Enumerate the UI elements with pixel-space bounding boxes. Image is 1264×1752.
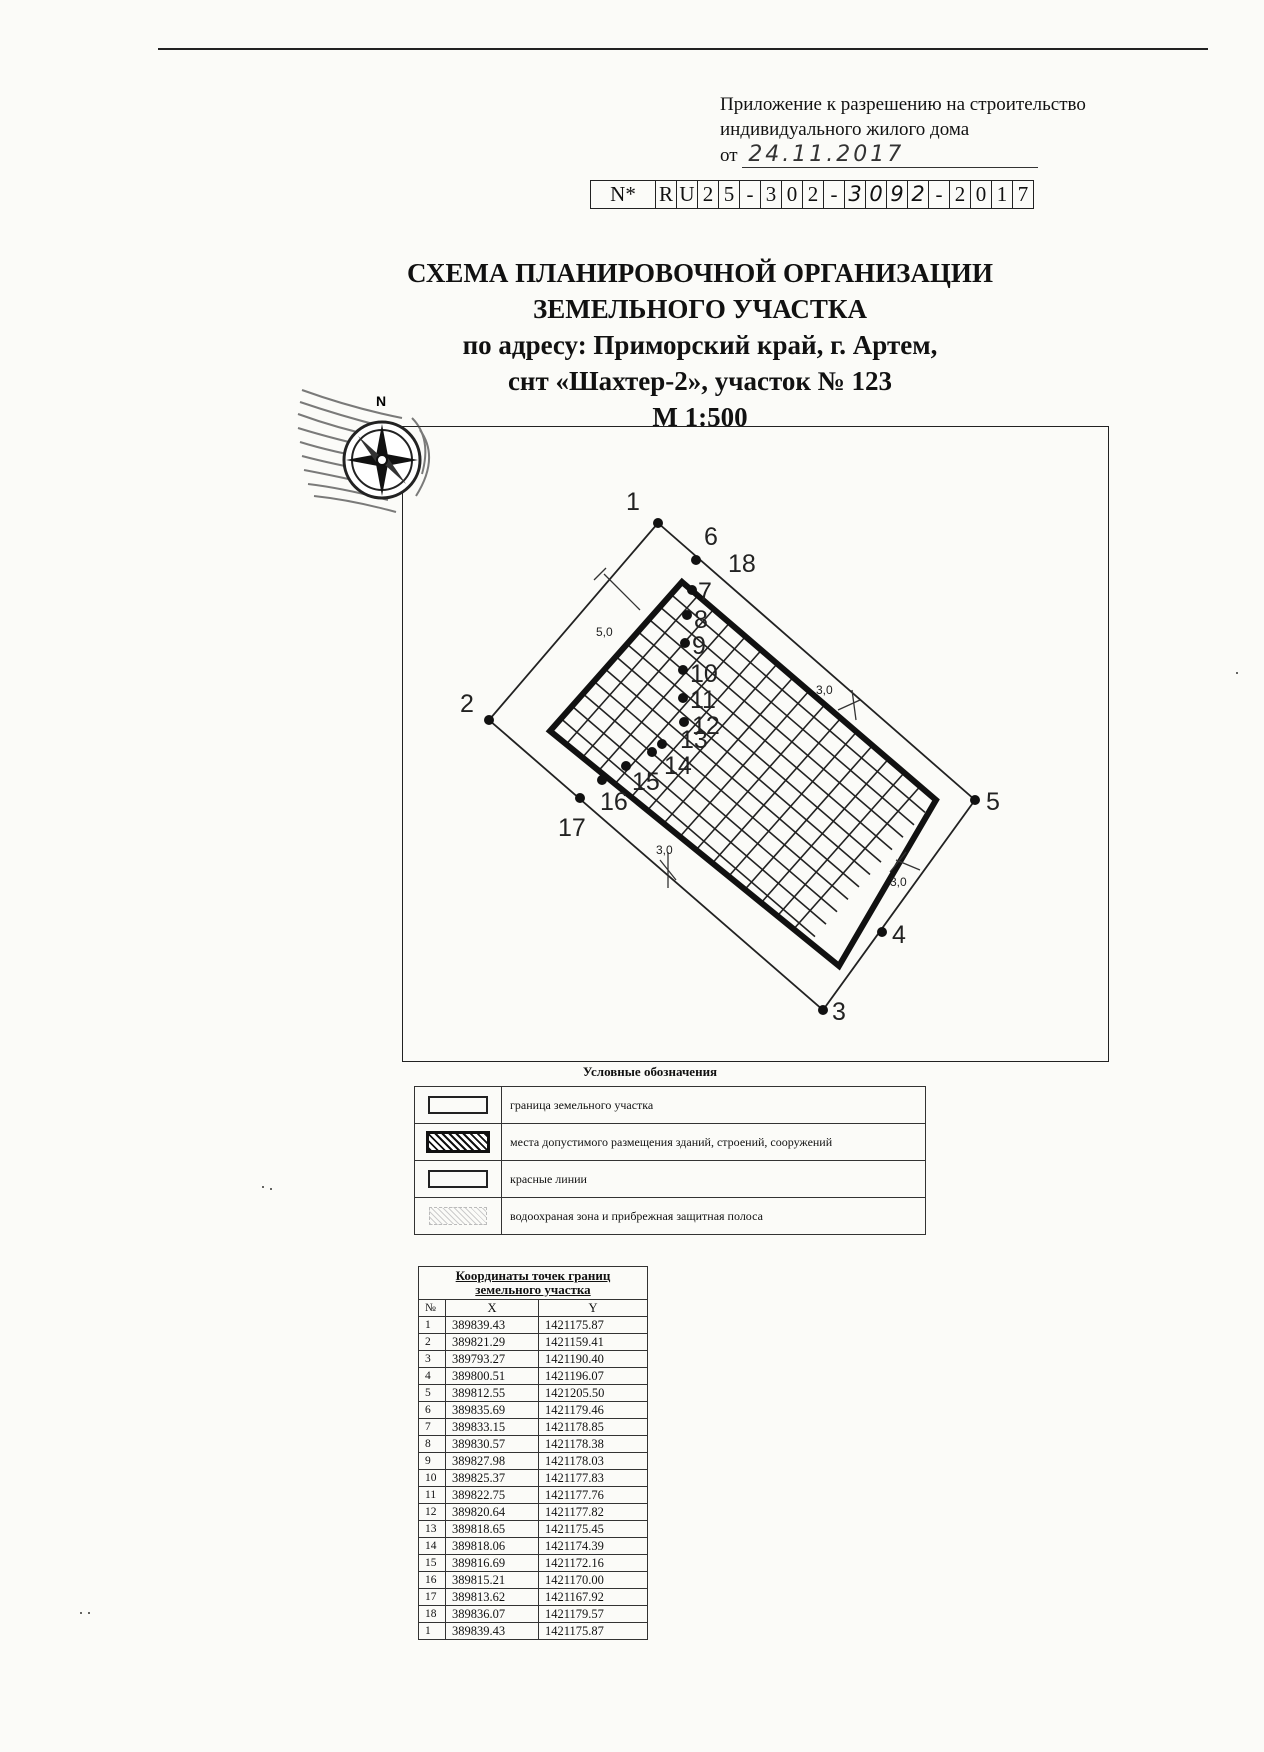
point-number-cell: 11	[419, 1487, 446, 1504]
point-label: 12	[692, 712, 720, 740]
column-header-number: №	[419, 1300, 446, 1317]
x-coordinate-cell: 389818.65	[446, 1521, 539, 1538]
legend-row	[415, 1198, 926, 1235]
y-coordinate-cell: 1421205.50	[539, 1385, 648, 1402]
point-number-cell: 18	[419, 1606, 446, 1623]
table-row	[419, 1504, 648, 1521]
scan-speck	[1236, 672, 1238, 674]
point-label: 9	[692, 632, 706, 660]
permit-cell: 3	[760, 181, 781, 208]
point-number-cell: 7	[419, 1419, 446, 1436]
y-coordinate-cell: 1421175.87	[539, 1317, 648, 1334]
point-number-cell: 6	[419, 1402, 446, 1419]
point-label: 11	[690, 686, 716, 714]
table-row	[419, 1623, 648, 1640]
point-number-cell: 1	[419, 1317, 446, 1334]
point-number-cell: 14	[419, 1538, 446, 1555]
buildable-zone-symbol	[426, 1131, 490, 1153]
title-line-2: ЗЕМЕЛЬНОГО УЧАСТКА	[533, 294, 867, 324]
table-row	[419, 1317, 648, 1334]
permit-cell: U	[676, 181, 697, 208]
dimension-label: 5,0	[596, 625, 613, 639]
point-label: 10	[690, 660, 718, 688]
y-coordinate-cell: 1421170.00	[539, 1572, 648, 1589]
scan-speck	[80, 1612, 82, 1614]
x-coordinate-cell: 389835.69	[446, 1402, 539, 1419]
table-row	[419, 1589, 648, 1606]
y-coordinate-cell: 1421179.57	[539, 1606, 648, 1623]
coordinates-caption-line-1: Координаты точек границ	[455, 1268, 611, 1283]
legend-title: Условные обозначения	[582, 1064, 718, 1079]
y-coordinate-cell: 1421178.03	[539, 1453, 648, 1470]
legend-row	[415, 1087, 926, 1124]
legend-text: красные линии	[502, 1161, 926, 1198]
permit-cell: -	[928, 181, 949, 208]
x-coordinate-cell: 389812.55	[446, 1385, 539, 1402]
appendix-line-1: Приложение к разрешению на строительство	[720, 94, 1086, 115]
point-label: 17	[558, 814, 586, 842]
dimension-label: 3,0	[816, 683, 833, 697]
permit-cell: 7	[1012, 181, 1033, 208]
water-protection-symbol	[429, 1207, 487, 1225]
parcel-boundary-symbol	[428, 1096, 488, 1114]
point-number-cell: 3	[419, 1351, 446, 1368]
x-coordinate-cell: 389815.21	[446, 1572, 539, 1589]
coordinates-caption-line-2: земельного участка	[475, 1282, 591, 1297]
point-label: 13	[680, 726, 708, 754]
y-coordinate-cell: 1421177.82	[539, 1504, 648, 1521]
table-row	[419, 1453, 648, 1470]
table-row	[419, 1351, 648, 1368]
x-coordinate-cell: 389813.62	[446, 1589, 539, 1606]
x-coordinate-cell: 389836.07	[446, 1606, 539, 1623]
x-coordinate-cell: 389820.64	[446, 1504, 539, 1521]
point-number-cell: 13	[419, 1521, 446, 1538]
point-number-cell: 15	[419, 1555, 446, 1572]
column-header-x: X	[446, 1300, 539, 1317]
permit-cell: 0	[781, 181, 802, 208]
x-coordinate-cell: 389839.43	[446, 1623, 539, 1640]
x-coordinate-cell: 389816.69	[446, 1555, 539, 1572]
point-number-cell: 4	[419, 1368, 446, 1385]
point-label: 4	[892, 921, 906, 949]
point-number-cell: 17	[419, 1589, 446, 1606]
point-number-cell: 16	[419, 1572, 446, 1589]
y-coordinate-cell: 1421178.85	[539, 1419, 648, 1436]
permit-cell: 2	[907, 181, 928, 208]
permit-cell: 1	[991, 181, 1012, 208]
table-row	[419, 1334, 648, 1351]
permit-cell: 0	[865, 181, 886, 208]
y-coordinate-cell: 1421196.07	[539, 1368, 648, 1385]
title-line-5: М 1:500	[652, 402, 748, 432]
appendix-line-2: индивидуального жилого дома	[720, 119, 970, 140]
scan-speck	[88, 1612, 90, 1614]
x-coordinate-cell: 389822.75	[446, 1487, 539, 1504]
x-coordinate-cell: 389830.57	[446, 1436, 539, 1453]
point-label: 1	[626, 488, 640, 516]
permit-cell: R	[655, 181, 676, 208]
permit-cell: 3	[844, 181, 865, 208]
point-label: 16	[600, 788, 628, 816]
y-coordinate-cell: 1421177.83	[539, 1470, 648, 1487]
y-coordinate-cell: 1421179.46	[539, 1402, 648, 1419]
x-coordinate-cell: 389827.98	[446, 1453, 539, 1470]
table-row	[419, 1521, 648, 1538]
permit-cell: -	[739, 181, 760, 208]
point-label: 6	[704, 523, 718, 551]
table-row	[419, 1402, 648, 1419]
compass-north-label: N	[376, 393, 387, 409]
column-header-y: Y	[539, 1300, 648, 1317]
y-coordinate-cell: 1421172.16	[539, 1555, 648, 1572]
table-row	[419, 1385, 648, 1402]
y-coordinate-cell: 1421175.87	[539, 1623, 648, 1640]
scan-speck	[270, 1188, 272, 1190]
point-label: 7	[698, 578, 712, 606]
permit-cell: -	[823, 181, 844, 208]
coordinates-table	[418, 1266, 648, 1640]
y-coordinate-cell: 1421159.41	[539, 1334, 648, 1351]
legend-row	[415, 1161, 926, 1198]
permit-cell: 0	[970, 181, 991, 208]
point-label: 8	[694, 606, 708, 634]
scan-speck	[262, 1186, 264, 1188]
y-coordinate-cell: 1421174.39	[539, 1538, 648, 1555]
y-coordinate-cell: 1421178.38	[539, 1436, 648, 1453]
point-number-cell: 12	[419, 1504, 446, 1521]
title-line-1: СХЕМА ПЛАНИРОВОЧНОЙ ОРГАНИЗАЦИИ	[407, 258, 993, 288]
table-row	[419, 1470, 648, 1487]
title-line-4: снт «Шахтер-2», участок № 123	[507, 366, 893, 396]
x-coordinate-cell: 389839.43	[446, 1317, 539, 1334]
table-row	[419, 1487, 648, 1504]
x-coordinate-cell: 389825.37	[446, 1470, 539, 1487]
point-label: 18	[728, 550, 756, 578]
point-label: 3	[832, 998, 846, 1026]
point-number-cell: 1	[419, 1623, 446, 1640]
legend-text: водоохраная зона и прибрежная защитная полоса	[502, 1198, 926, 1235]
y-coordinate-cell: 1421190.40	[539, 1351, 648, 1368]
point-label: 14	[664, 752, 692, 780]
point-label: 15	[632, 768, 660, 796]
legend-text: места допустимого размещения зданий, строений, сооружений	[502, 1124, 926, 1161]
permit-cell: 2	[697, 181, 718, 208]
legend-text: граница земельного участка	[502, 1087, 926, 1124]
table-row	[419, 1606, 648, 1623]
permit-cell: N*	[610, 182, 636, 206]
point-number-cell: 8	[419, 1436, 446, 1453]
coordinates-caption	[419, 1267, 648, 1300]
x-coordinate-cell: 389800.51	[446, 1368, 539, 1385]
point-number-cell: 2	[419, 1334, 446, 1351]
title-line-3: по адресу: Приморский край, г. Артем,	[462, 330, 938, 360]
appendix-date-prefix: от	[720, 145, 738, 166]
appendix-date: 24.11.2017	[742, 142, 1038, 168]
dimension-label: 3,0	[656, 843, 673, 857]
x-coordinate-cell: 389833.15	[446, 1419, 539, 1436]
point-label: 2	[460, 690, 474, 718]
table-row	[419, 1538, 648, 1555]
permit-cell: 5	[718, 181, 739, 208]
point-label: 5	[986, 788, 1000, 816]
y-coordinate-cell: 1421175.45	[539, 1521, 648, 1538]
red-lines-symbol	[428, 1170, 488, 1188]
legend-table	[414, 1086, 926, 1235]
permit-cell: 2	[802, 181, 823, 208]
x-coordinate-cell: 389821.29	[446, 1334, 539, 1351]
dimension-label: 3,0	[890, 875, 907, 889]
table-row	[419, 1555, 648, 1572]
table-row	[419, 1368, 648, 1385]
permit-cell: 2	[949, 181, 970, 208]
y-coordinate-cell: 1421167.92	[539, 1589, 648, 1606]
table-row	[419, 1419, 648, 1436]
y-coordinate-cell: 1421177.76	[539, 1487, 648, 1504]
table-row	[419, 1572, 648, 1589]
point-number-cell: 9	[419, 1453, 446, 1470]
x-coordinate-cell: 389818.06	[446, 1538, 539, 1555]
permit-cell: 9	[886, 181, 907, 208]
point-number-cell: 10	[419, 1470, 446, 1487]
legend-row	[415, 1124, 926, 1161]
x-coordinate-cell: 389793.27	[446, 1351, 539, 1368]
point-number-cell: 5	[419, 1385, 446, 1402]
table-row	[419, 1436, 648, 1453]
